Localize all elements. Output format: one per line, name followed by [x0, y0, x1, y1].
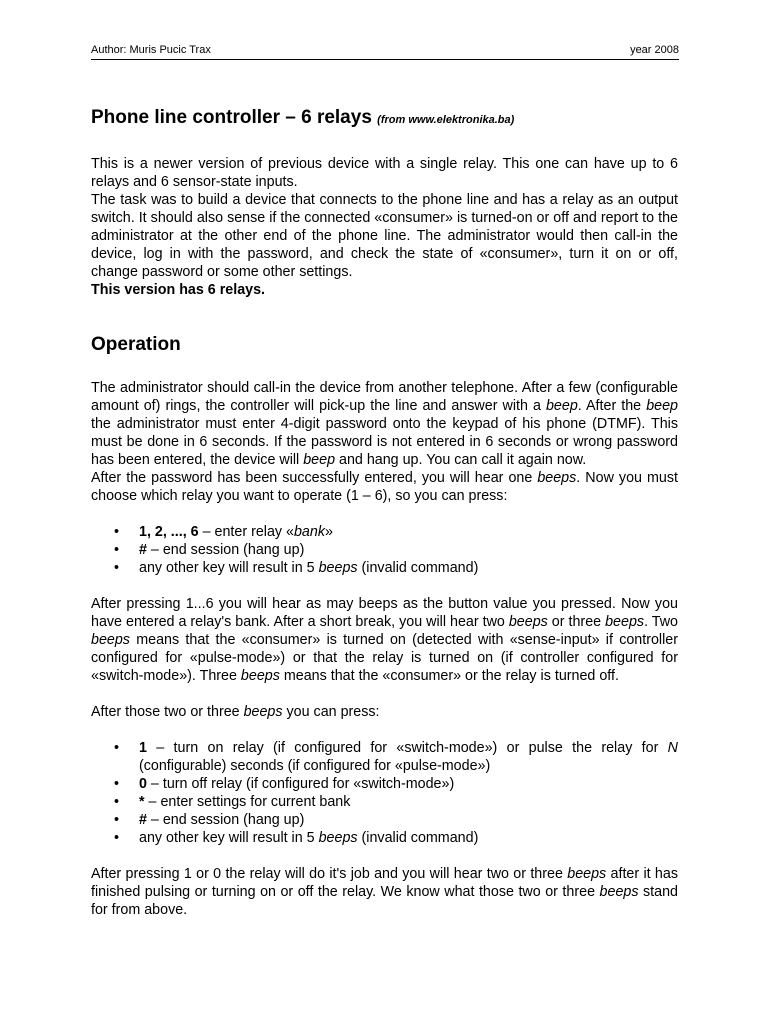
operation-heading: Operation — [91, 334, 181, 355]
intro-paragraph-2: The task was to build a device that connects to the phone line and has a relay as an output switch. It should also sense if the connected «consumer» is turned-on or off and report to the administrator at the other end of the phone line. The administrator would then call-in the device, log in with the password, and check the state of «consumer», turn it on or off, change password or some other settings. — [91, 192, 678, 280]
list-item: • any other key will result in 5 beeps (invalid command) — [91, 829, 678, 847]
page-header — [91, 44, 679, 60]
list-item: • * – enter settings for current bank — [91, 793, 678, 811]
title-source: (from www.elektronika.ba) — [377, 114, 515, 126]
operation-paragraph-2: After the password has been successfully entered, you will hear one beeps. Now you must choose which relay you want to operate (1 – 6), so you can press: — [91, 470, 678, 504]
list-item: • 1 – turn on relay (if configured for «switch-mode») or pulse the relay for N (configurable) seconds (if configured for «pulse-mode») — [91, 739, 678, 775]
document-title — [91, 106, 678, 132]
year-label: year 2008 — [630, 44, 679, 56]
intro-paragraph-3 — [91, 281, 678, 299]
relay-selection-list — [91, 523, 678, 577]
list-item: • # – end session (hang up) — [91, 811, 678, 829]
operation-paragraph-3: After pressing 1...6 you will hear as may beeps as the button value you pressed. Now you have entered a relay's bank. After a short break, you will hear two beeps or three beeps. Two beeps means that the «consumer» is turned on (detected with «sense-input» if controller configured for «pulse-mode») or that the relay is turned on (if controller configured for «switch-mode»). Three beeps means that the «consumer» or the relay is turned off. — [91, 596, 678, 684]
intro-bold-note: This version has 6 relays. — [91, 282, 266, 298]
list-item: • 1, 2, ..., 6 – enter relay «bank» — [91, 523, 678, 541]
intro-paragraph-1: This is a newer version of previous device with a single relay. This one can have up to 6 relays and 6 sensor-state inputs. — [91, 156, 678, 190]
title-main: Phone line controller – 6 relays — [91, 107, 372, 128]
operation-paragraph-1: The administrator should call-in the device from another telephone. After a few (configurable amount of) rings, the controller will pick-up the line and answer with a beep. After the beep the administrator must enter 4-digit password onto the keypad of his phone (DTMF). This must be done in 6 seconds. If the password is not entered in 6 seconds or wrong password has been entered, the device will beep and hang up. You can call it again now. — [91, 380, 678, 468]
list-item: • 0 – turn off relay (if configured for «switch-mode») — [91, 775, 678, 793]
document-body — [91, 106, 678, 919]
operation-paragraph-4: After those two or three beeps you can press: — [91, 704, 380, 720]
operation-paragraph-5: After pressing 1 or 0 the relay will do it's job and you will hear two or three beeps after it has finished pulsing or turning on or off the relay. We know what those two or three beeps stand for from above. — [91, 866, 679, 918]
list-item: • # – end session (hang up) — [91, 541, 678, 559]
author-label: Author: Muris Pucic Trax — [91, 44, 211, 56]
bank-command-list — [91, 739, 678, 847]
list-item: • any other key will result in 5 beeps (invalid command) — [91, 559, 678, 577]
